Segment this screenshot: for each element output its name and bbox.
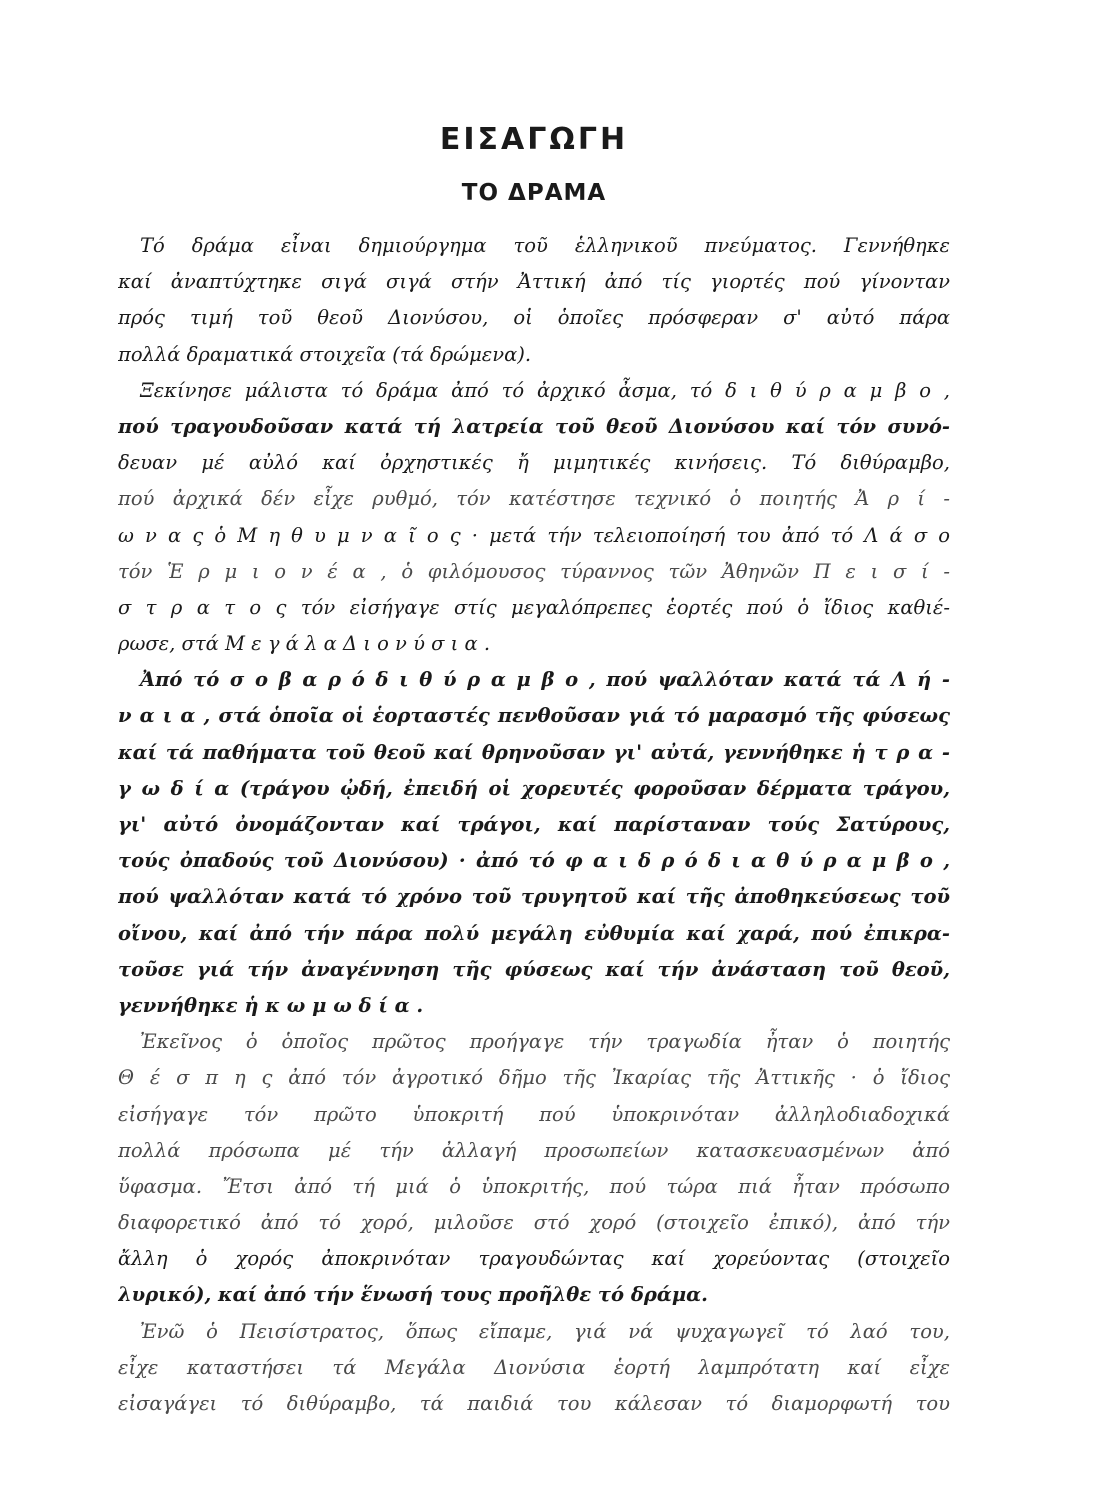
text-line: εἶχε καταστήσει τά Μεγάλα Διονύσια ἑορτή λαμπρότατη καί εἶχε [118,1355,950,1379]
text-line: ρωσε, στά Μ ε γ ά λ α Δ ι ο ν ύ σ ι α . [118,632,491,656]
text-line: Ἀπό τό σ ο β α ρ ό δ ι θ ύ ρ α μ β ο , πού ψαλλόταν κατά τά Λ ή - [140,668,950,692]
text-line: Ξεκίνησε μάλιστα τό δράμα ἀπό τό ἀρχικό ἆσμα, τό δ ι θ ύ ρ α μ β ο , [140,378,950,402]
text-line: σ τ ρ α τ ο ς τόν εἰσήγαγε στίς μεγαλόπρεπες ἑορτές πού ὁ ἴδιος καθιέ- [118,595,950,619]
text-line: πού ψαλλόταν κατά τό χρόνο τοῦ τρυγητοῦ καί τῆς ἀποθηκεύσεως τοῦ [118,885,950,909]
text-line: Ἐνῶ ὁ Πεισίστρατος, ὅπως εἴπαμε, γιά νά ψυχαγωγεῖ τό λαό του, [140,1319,950,1343]
text-line: καί ἀναπτύχτηκε σιγά σιγά στήν Ἀττική ἀπό τίς γιορτές πού γίνονταν [118,270,950,294]
text-line: πού τραγουδοῦσαν κατά τή λατρεία τοῦ θεοῦ Διονύσου καί τόν συνό- [118,414,950,438]
text-line: γ ω δ ί α (τράγου ᾠδή, ἐπειδή οἱ χορευτές φοροῦσαν δέρματα τράγου, [118,776,950,800]
text-line: Ἐκεῖνος ὁ ὁποῖος πρῶτος προήγαγε τήν τραγωδία ἦταν ὁ ποιητής [140,1030,950,1054]
text-line: διαφορετικό ἀπό τό χορό, μιλοῦσε στό χορό (στοιχεῖο ἐπικό), ἀπό τήν [118,1211,950,1235]
text-line: πρός τιμή τοῦ θεοῦ Διονύσου, οἱ ὁποῖες πρόσφεραν σ' αὐτό πάρα [118,306,950,330]
text-line: γι' αὐτό ὀνομάζονταν καί τράγοι, καί παρίσταναν τούς Σατύρους, [118,813,950,836]
text-line: ἄλλη ὁ χορός ἀποκρινόταν τραγουδώντας καί χορεύοντας (στοιχεῖο [118,1247,950,1271]
text-line: γεννήθηκε ἡ κ ω μ ω δ ί α . [118,993,424,1017]
text-line: Τό δράμα εἶναι δημιούργημα τοῦ ἑλληνικοῦ πνεύματος. Γεννήθηκε [140,234,950,257]
text-line: ὕφασμα. Ἔτσι ἀπό τή μιά ὁ ὑποκριτής, πού τώρα πιά ἦταν πρόσωπο [118,1174,950,1198]
text-line: πολλά πρόσωπα μέ τήν ἀλλαγή προσωπείων κατασκευασμένων ἀπό [118,1138,950,1162]
page-title: ΕΙΣΑΓΩΓΗ [439,122,629,157]
body-text [118,228,950,1422]
text-line: πολλά δραματικά στοιχεῖα (τά δρώμενα). [118,342,532,366]
text-line: δευαν μέ αὐλό καί ὀρχηστικές ἤ μιμητικές κινήσεις. Τό διθύραμβο, [118,451,950,475]
text-line: καί τά παθήματα τοῦ θεοῦ καί θρηνοῦσαν γι' αὐτά, γεννήθηκε ἡ τ ρ α - [118,740,950,764]
text-line: ν α ι α , στά ὁποῖα οἱ ἑορταστές πενθοῦσαν γιά τό μαρασμό τῆς φύσεως [118,704,950,728]
text-line: ω ν α ς ὁ Μ η θ υ μ ν α ῖ ο ς · μετά τήν τελειοποίησή του ἀπό τό Λ ά σ ο [118,523,950,547]
text-line: τούς ὀπαδούς τοῦ Διονύσου) · ἀπό τό φ α ι δ ρ ό δ ι α θ ύ ρ α μ β ο , [118,849,950,873]
text-line: τόν Ἑ ρ μ ι ο ν έ α , ὁ φιλόμουσος τύραννος τῶν Ἀθηνῶν Π ε ι σ ί - [118,559,950,583]
text-line: οἴνου, καί ἀπό τήν πάρα πολύ μεγάλη εὐθυμία καί χαρά, πού ἐπικρα- [118,921,950,945]
text-line: λυρικό), καί ἀπό τήν ἕνωσή τους προῆλθε τό δράμα. [118,1283,708,1307]
text-line: εἰσήγαγε τόν πρῶτο ὑποκριτή πού ὑποκρινόταν ἀλληλοδιαδοχικά [118,1102,950,1126]
text-line: Θ έ σ π η ς ἀπό τόν ἀγροτικό δῆμο τῆς Ἰκαρίας τῆς Ἀττικῆς · ὁ ἴδιος [118,1066,950,1090]
text-line: εἰσαγάγει τό διθύραμβο, τά παιδιά του κάλεσαν τό διαμορφωτή του [118,1392,950,1415]
section-subtitle: ΤΟ ΔΡΑΜΑ [461,180,607,206]
text-line: πού ἀρχικά δέν εἶχε ρυθμό, τόν κατέστησε τεχνικό ὁ ποιητής Ἀ ρ ί - [118,487,950,511]
text-line: τοῦσε γιά τήν ἀναγέννηση τῆς φύσεως καί τήν ἀνάσταση τοῦ θεοῦ, [118,957,950,981]
